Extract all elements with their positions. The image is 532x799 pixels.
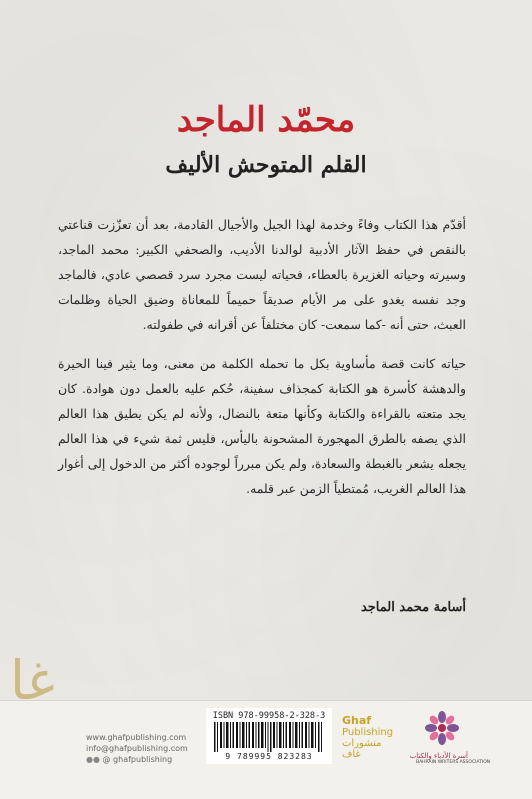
blurb-text [58, 212, 466, 515]
publisher-contacts [86, 732, 188, 765]
book-title: محمّد الماجد [176, 100, 356, 140]
writers-association-logo [409, 710, 491, 765]
isbn-text: ISBN 978-99958-2-328-3 [212, 711, 326, 721]
publisher-name-en-1: Ghaf [342, 714, 372, 727]
blurb-paragraph-2: حياته كانت قصة مأساوية بكل ما تحمله الكلمة من معنى، وما يثير فينا الحيرة والدهشة كأسرة هو الكتابة كمجذاف سفينة، حُكم عليه بالعمل دون هوادة. كان يجد متعته بالقراءة والكتابة وكأنها متعة بالنضال، ولأنه لم يكن يطيق هذا العالم الذي يصفه بالطرق المهجورة المشحونة باليأس، فليس ثمة شيء في هذا العالم يجعله يشعر بالغبطة والسعادة، ولم يكن مبرراً لوجوده أكثر من الدخول إلى أغوار هذا العالم الغريب، مُمتطياً الزمن عبر قلمه. [58, 356, 466, 496]
social-icons: ●● [86, 755, 100, 764]
publisher-name-en-2: Publishing [342, 727, 394, 738]
association-name-ar: أسرة الأدباء والكتاب [409, 752, 468, 760]
author-signature: أسامة محمد الماجد [360, 600, 466, 615]
social-handle [86, 754, 188, 765]
ghaf-publishing-logo [342, 714, 402, 760]
author-signature-block [58, 596, 466, 615]
website-link[interactable]: www.ghafpublishing.com [86, 733, 187, 742]
barcode-number: 9 789995 823283 [225, 752, 313, 761]
social-handle-text: @ ghafpublishing [102, 755, 173, 764]
publisher-name-ar: منشورات غاف [342, 738, 382, 760]
ghaf-watermark-logo: غا [10, 649, 55, 712]
association-name-en: BAHRAIN WRITERS ASSOCIATION [416, 760, 491, 765]
book-subtitle: القلم المتوحش الأليف [165, 152, 367, 178]
email-link[interactable]: info@ghafpublishing.com [86, 744, 188, 753]
association-emblem-icon [424, 710, 460, 746]
barcode-image [214, 722, 324, 752]
blurb-paragraph-1: أقدّم هذا الكتاب وفاءً وخدمة لهذا الجيل والأجيال القادمة، بعد أن تعزّزت قناعتي بالنقص في حفظ الآثار الأدبية لوالدنا الأديب، والصحفي الكبير: محمد الماجد، وسيرته وحياته الغزيرة بالعطاء، فحياته ليست مجرد سرد قصصي عادي، فالماجد وجد نفسه يغدو على مر الأيام صديقاً حميماً للمعاناة وضيق الحياة وظلمات العبث، حتى أنه -كما سمعت- كان مختلفاً عن أقرانه في طفولته. [58, 217, 466, 332]
